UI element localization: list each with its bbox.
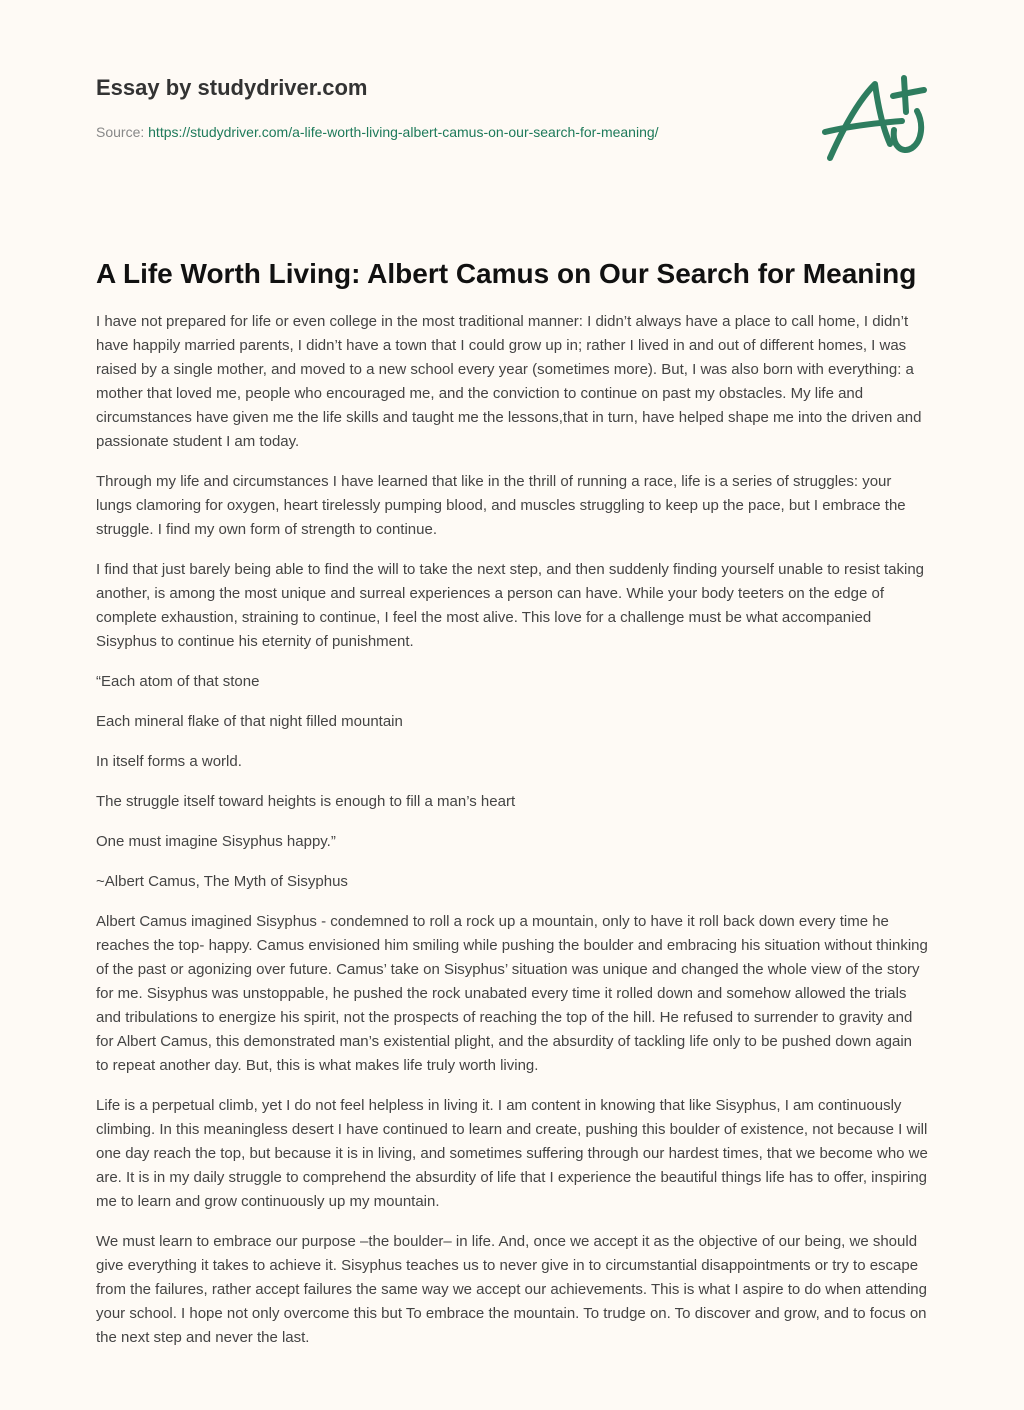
page-header — [96, 72, 796, 142]
source-link[interactable]: https://studydriver.com/a-life-worth-living-albert-camus-on-our-search-for-meaning/ — [148, 124, 659, 140]
essay-paragraph: Through my life and circumstances I have learned that like in the thrill of running a race, life is a series of struggles: your lungs clamoring for oxygen, heart tirelessly pumping blood, and muscles struggling to keep up the pace, but I embrace the struggle. I find my own form of strength to continue. — [96, 473, 906, 538]
essay-paragraph: Life is a perpetual climb, yet I do not feel helpless in living it. I am content in knowing that like Sisyphus, I am continuously climbing. In this meaningless desert I have continued to learn and create, pushing this boulder of existence, not because I will one day reach the top, but because it is in living, and sometimes suffering through our hardest times, that we become who we are. It is in my daily struggle to comprehend the absurdity of life that I experience the beautiful things life has to offer, inspiring me to learn and grow continuously up my mountain. — [96, 1097, 928, 1210]
source-label: Source: — [96, 124, 149, 140]
essay-paragraph: I find that just barely being able to find the will to take the next step, and then suddenly finding yourself unable to resist taking another, is among the most unique and surreal experiences a person can have. While your body teeters on the edge of complete exhaustion, straining to continue, I feel the most alive. This love for a challenge must be what accompanied Sisyphus to continue his eternity of punishment. — [96, 561, 925, 650]
poem-attribution: ~Albert Camus, The Myth of Sisyphus — [96, 873, 348, 890]
essay-content — [96, 254, 928, 1366]
a-plus-grade-icon — [820, 66, 930, 166]
site-title: Essay by studydriver.com — [96, 75, 368, 100]
poem-line: Each mineral flake of that night filled mountain — [96, 713, 403, 730]
essay-paragraph: We must learn to embrace our purpose –the boulder– in life. And, once we accept it as the objective of our being, we should give everything it takes to achieve it. Sisyphus teaches us to never give in to circumstantial disappointments or try to escape from the failures, rather accept failures the same way we accept our achievements. This is what I aspire to do when attending your school. I hope not only overcome this but To embrace the mountain. To trudge on. To discover and grow, and to focus on the next step and never the last. — [96, 1233, 927, 1346]
source-line — [96, 122, 796, 142]
essay-paragraph: I have not prepared for life or even college in the most traditional manner: I didn’t always have a place to call home, I didn’t have happily married parents, I didn’t have a town that I could grow up in; rather I lived in and out of different homes, I was raised by a single mother, and moved to a new school every year (sometimes more). But, I was also born with everything: a mother that loved me, people who encouraged me, and the conviction to continue on past my obstacles. My life and circumstances have given me the life skills and taught me the lessons,that in turn, have helped shape me into the driven and passionate student I am today. — [96, 313, 922, 450]
poem-line: The struggle itself toward heights is enough to fill a man’s heart — [96, 793, 516, 810]
essay-title: A Life Worth Living: Albert Camus on Our Search for Meaning — [96, 258, 917, 289]
essay-paragraph: Albert Camus imagined Sisyphus - condemned to roll a rock up a mountain, only to have it roll back down every time he reaches the top- happy. Camus envisioned him smiling while pushing the boulder and embracing his situation without thinking of the past or agonizing over future. Camus’ take on Sisyphus’ situation was unique and changed the whole view of the story for me. Sisyphus was unstoppable, he pushed the rock unabated every time it rolled down and somehow allowed the trials and tribulations to energize his spirit, not the prospects of reaching the top of the hill. He refused to surrender to gravity and for Albert Camus, this demonstrated man’s existential plight, and the absurdity of tackling life only to be pushed down again to repeat another day. But, this is what makes life truly worth living. — [96, 913, 928, 1074]
poem-quote — [96, 670, 928, 894]
poem-line: One must imagine Sisyphus happy.” — [96, 833, 336, 850]
poem-line: In itself forms a world. — [96, 753, 242, 770]
poem-line: “Each atom of that stone — [96, 673, 260, 690]
